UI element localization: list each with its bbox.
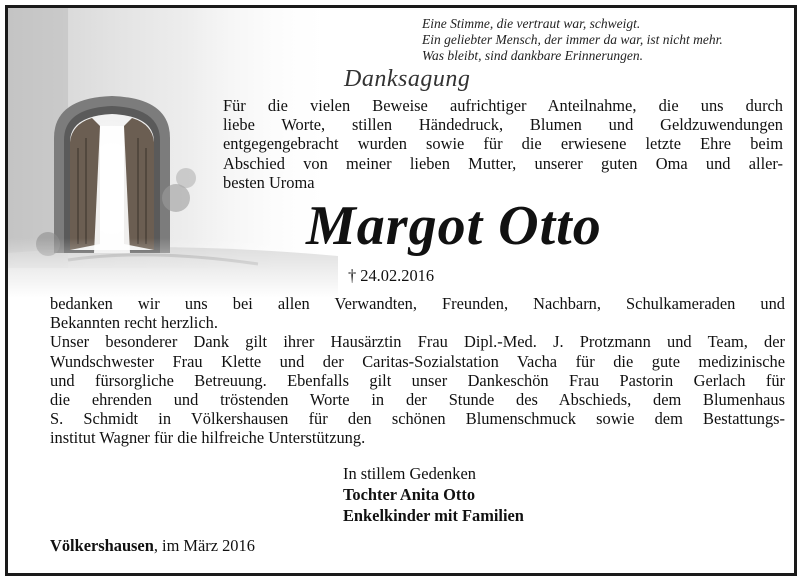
body-line: bedanken wir uns bei allen Verwandten, Freunden, Nachbarn, Schulkameraden und <box>50 294 785 313</box>
intro-line: besten Uroma <box>223 172 315 192</box>
signature-line: Tochter Anita Otto <box>343 485 476 504</box>
intro-text <box>223 96 783 192</box>
body-line: S. Schmidt in Völkershausen für den schönen Blumenschmuck sowie dem Bestattungs- <box>50 409 785 429</box>
place-date <box>50 536 255 556</box>
signature-intro: In stillem Gedenken <box>343 464 476 483</box>
death-date: † 24.02.2016 <box>348 266 435 285</box>
body-line: Bekannten recht herzlich. <box>50 313 218 333</box>
poem <box>422 16 723 64</box>
intro-line: Abschied von meiner lieben Mutter, unserer guten Oma und aller- <box>223 153 783 173</box>
intro-line: Für die vielen Beweise aufrichtiger Anteilnahme, die uns durch <box>223 96 783 115</box>
body-line: Wundschwester Frau Klette und der Caritas-Sozialstation Vacha für die gute medizinische <box>50 351 785 371</box>
page-title: Danksagung <box>344 66 471 92</box>
place-town: Völkershausen <box>50 536 154 555</box>
body-text <box>50 294 785 448</box>
signature-block <box>343 463 524 526</box>
obituary-card <box>5 5 797 576</box>
poem-line: Eine Stimme, die vertraut war, schweigt. <box>422 16 641 31</box>
place-date-text: , im März 2016 <box>153 536 255 555</box>
deceased-name: Margot Otto <box>306 195 602 257</box>
poem-line: Was bleibt, sind dankbare Erinnerungen. <box>422 48 643 63</box>
body-line: institut Wagner für die hilfreiche Unterstützung. <box>50 428 366 448</box>
intro-line: liebe Worte, stillen Händedruck, Blumen und Geldzuwendungen <box>223 115 783 135</box>
intro-line: entgegengebracht wurden sowie für die erwiesene letzte Ehre beim <box>223 134 783 154</box>
signature-line: Enkelkinder mit Familien <box>343 506 524 525</box>
poem-line: Ein geliebter Mensch, der immer da war, ist nicht mehr. <box>422 32 723 47</box>
body-line: Unser besonderer Dank gilt ihrer Hausärztin Frau Dipl.-Med. J. Protzmann und Team, der <box>50 332 785 352</box>
body-line: die ehrenden und tröstenden Worte in der Stunde des Abschieds, dem Blumenhaus <box>50 390 785 410</box>
body-line: und fürsorgliche Betreuung. Ebenfalls gilt unser Dankeschön Frau Pastorin Gerlach für <box>50 370 785 390</box>
